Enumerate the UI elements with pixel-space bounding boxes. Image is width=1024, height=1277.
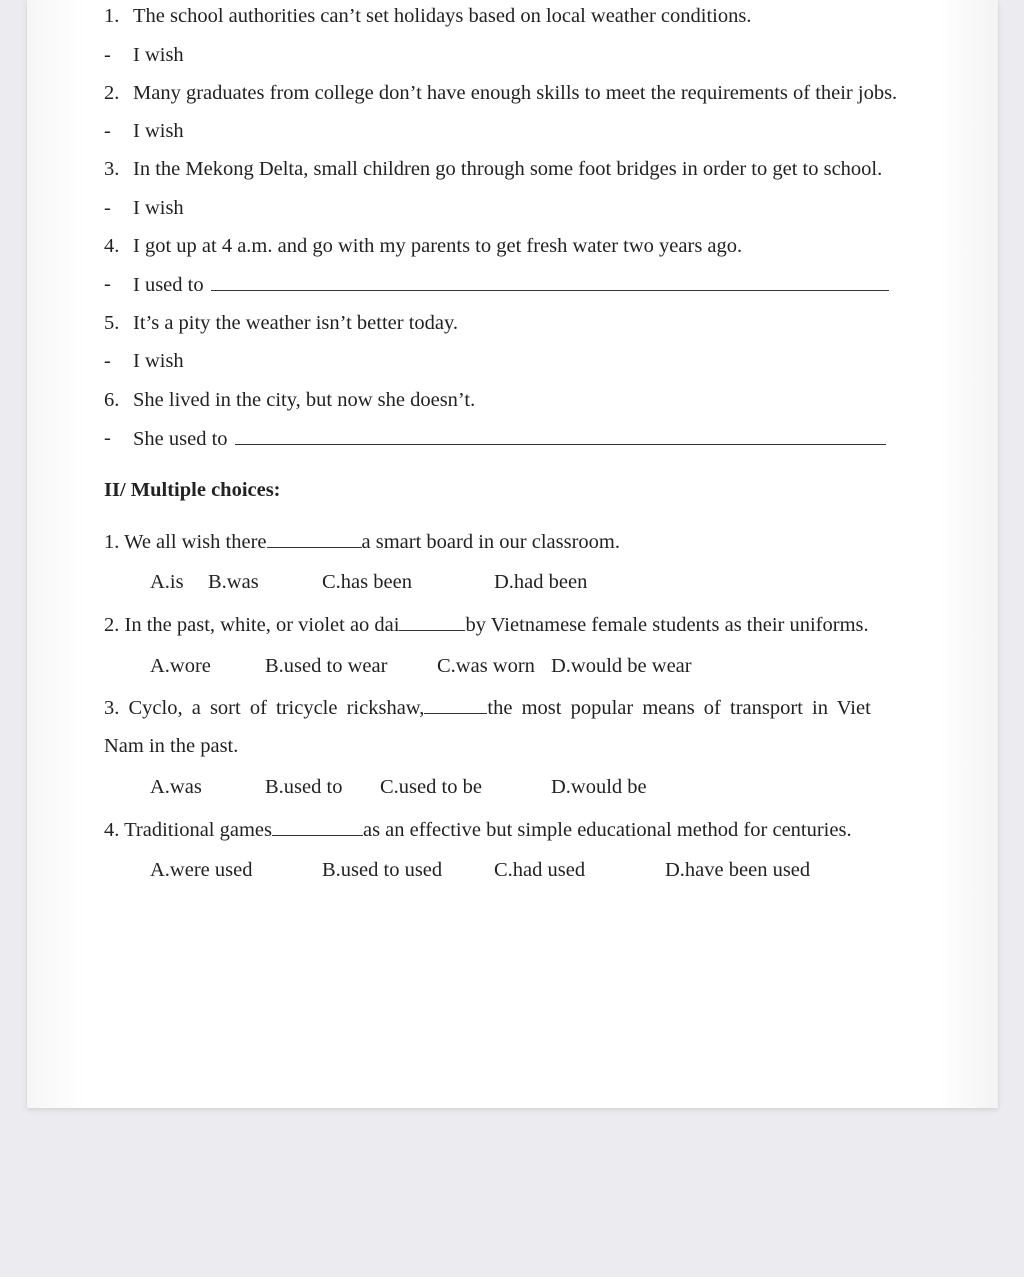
option-d[interactable]: D.had been <box>494 571 588 593</box>
answer-prompt: I used to <box>133 274 204 296</box>
answer-dash: - <box>104 120 111 142</box>
option-b[interactable]: B.was <box>208 571 259 593</box>
option-c[interactable]: C.was worn <box>437 655 535 677</box>
question-text-before: 3. Cyclo, a sort of tricycle rickshaw, <box>104 697 425 719</box>
question-text-before: 4. Traditional games <box>104 819 272 841</box>
question-blank[interactable] <box>399 612 465 631</box>
answer-dash: - <box>104 197 111 219</box>
answer-dash: - <box>104 350 111 372</box>
item-sentence: Many graduates from college don’t have enough skills to meet the requirements of their jobs. <box>133 82 898 104</box>
answer-prompt: I wish <box>133 350 184 372</box>
option-c[interactable]: C.used to be <box>380 776 482 798</box>
answer-dash: - <box>104 273 111 295</box>
question-text-before: 1. We all wish there <box>104 531 267 553</box>
option-a[interactable]: A.is <box>150 571 184 593</box>
answer-blank[interactable] <box>211 272 889 291</box>
item-number: 3. <box>104 158 120 180</box>
answer-blank[interactable] <box>235 426 886 445</box>
option-d[interactable]: D.would be wear <box>551 655 692 677</box>
question-text-after: by Vietnamese female students as their uniforms. <box>465 614 869 636</box>
answer-dash: - <box>104 44 111 66</box>
option-a[interactable]: A.was <box>150 776 202 798</box>
item-number: 4. <box>104 235 120 257</box>
answer-prompt: She used to <box>133 428 228 450</box>
item-sentence: She lived in the city, but now she doesn’t. <box>133 389 476 411</box>
option-b[interactable]: B.used to used <box>322 859 443 881</box>
mc-question-4 <box>104 817 852 842</box>
item-sentence: I got up at 4 a.m. and go with my parents to get fresh water two years ago. <box>133 235 743 257</box>
mc-question-3 <box>104 695 928 720</box>
option-c[interactable]: C.had used <box>494 859 586 881</box>
answer-prompt: I wish <box>133 120 184 142</box>
item-number: 6. <box>104 389 120 411</box>
item-number: 2. <box>104 82 120 104</box>
answer-prompt: I wish <box>133 197 184 219</box>
mc-question-1 <box>104 529 620 554</box>
item-number: 1. <box>104 5 120 27</box>
option-d[interactable]: D.have been used <box>665 859 811 881</box>
item-sentence: The school authorities can’t set holidays based on local weather conditions. <box>133 5 752 27</box>
question-blank[interactable] <box>267 529 362 548</box>
option-a[interactable]: A.wore <box>150 655 211 677</box>
answer-dash: - <box>104 427 111 449</box>
question-text-after: the most popular means of transport in Viet <box>487 697 871 719</box>
mc-question-3-continuation: Nam in the past. <box>104 735 239 757</box>
mc-question-2 <box>104 612 869 637</box>
question-text-after: a smart board in our classroom. <box>361 531 620 553</box>
item-sentence: In the Mekong Delta, small children go through some foot bridges in order to get to school. <box>133 158 883 180</box>
option-d[interactable]: D.would be <box>551 776 647 798</box>
option-a[interactable]: A.were used <box>150 859 253 881</box>
answer-prompt: I wish <box>133 44 184 66</box>
option-b[interactable]: B.used to <box>265 776 343 798</box>
option-c[interactable]: C.has been <box>322 571 412 593</box>
question-blank[interactable] <box>424 695 487 714</box>
worksheet-page <box>27 0 998 1108</box>
question-text-after: as an effective but simple educational method for centuries. <box>362 819 852 841</box>
item-sentence: It’s a pity the weather isn’t better today. <box>133 312 459 334</box>
section-heading: II/ Multiple choices: <box>104 479 281 501</box>
item-number: 5. <box>104 312 120 334</box>
question-blank[interactable] <box>272 817 363 836</box>
question-text-before: 2. In the past, white, or violet ao dai <box>104 614 400 636</box>
option-b[interactable]: B.used to wear <box>265 655 388 677</box>
